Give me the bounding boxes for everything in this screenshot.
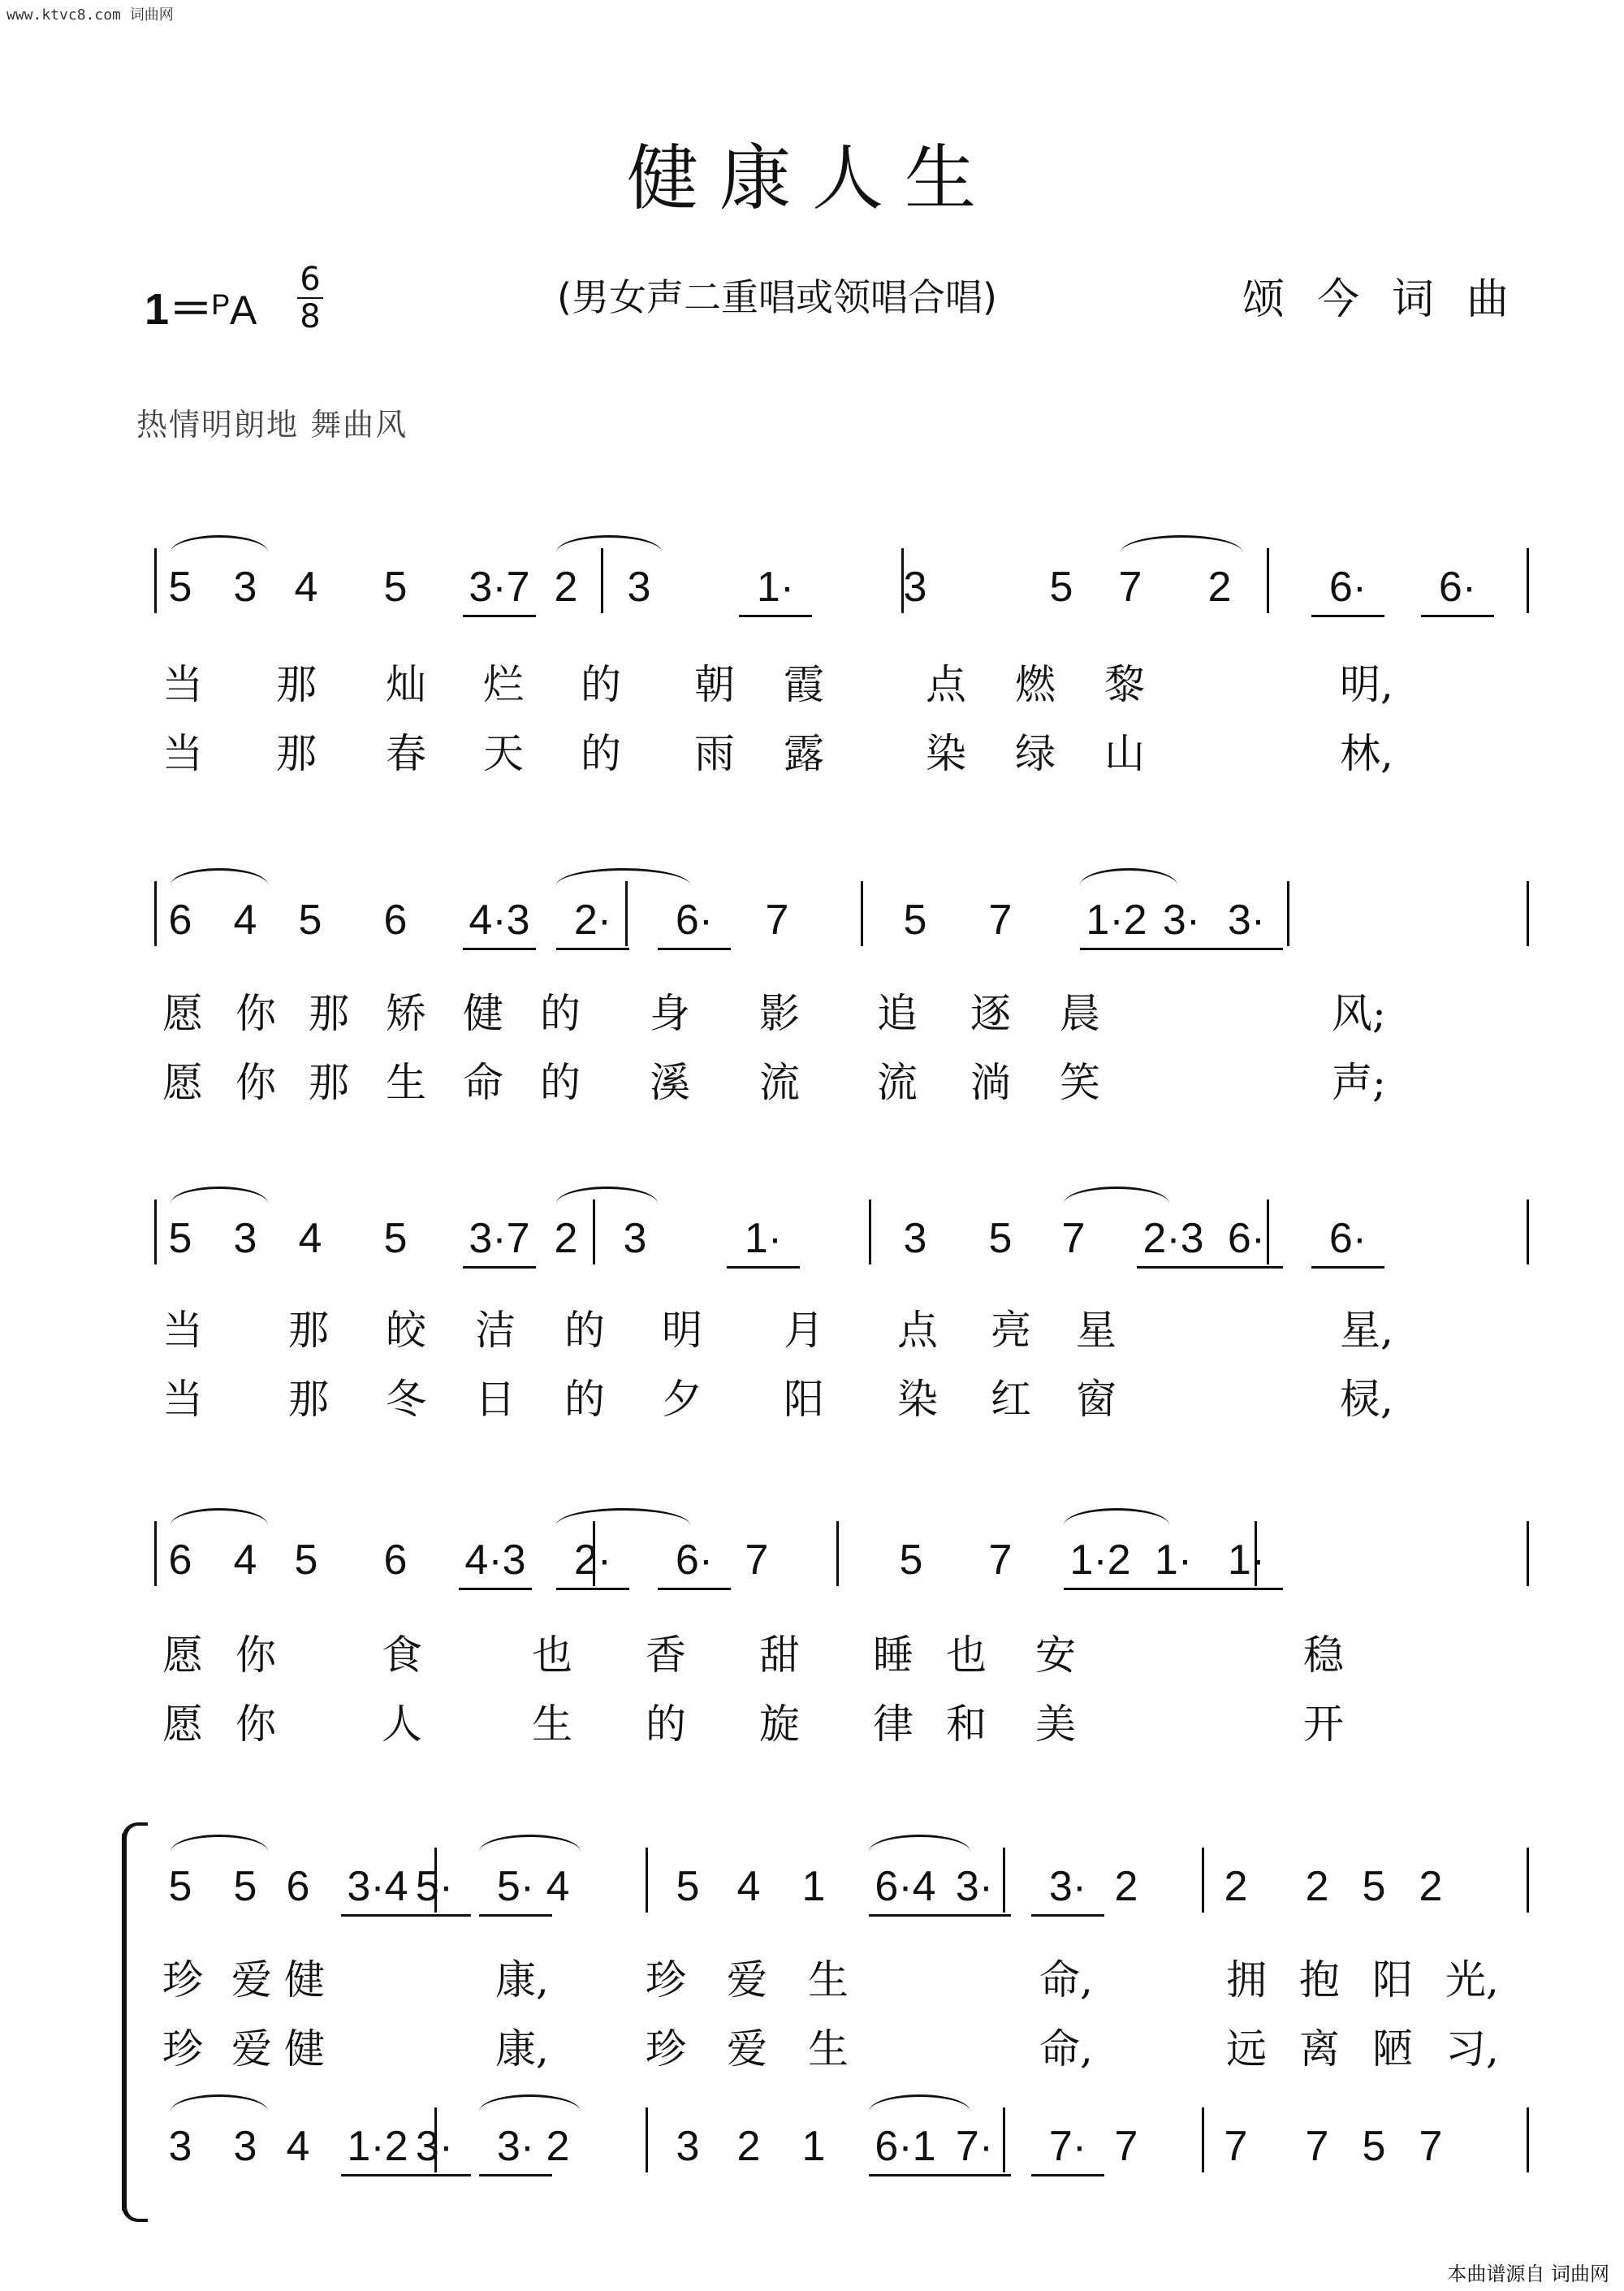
- note: 5·: [415, 1863, 454, 1910]
- lyric-char: 淌: [970, 1059, 1011, 1106]
- note: 1·: [1154, 1537, 1193, 1584]
- lyric-char: 星: [1076, 1307, 1116, 1354]
- note: 2·: [573, 897, 612, 944]
- lyric-char: 冬: [386, 1376, 426, 1423]
- note: 7: [1061, 1215, 1086, 1262]
- lyric-char: 黎: [1104, 661, 1145, 708]
- beam-underline: [463, 1266, 536, 1269]
- note: 3: [233, 1215, 257, 1262]
- note: 1·2: [1069, 1537, 1131, 1584]
- slur: [556, 868, 690, 885]
- note: 7·: [955, 2123, 994, 2170]
- lyric-char: 康,: [495, 2025, 549, 2073]
- time-signature: [294, 262, 326, 335]
- note: 2: [546, 2123, 570, 2170]
- bar-line-end: [1527, 1200, 1529, 1264]
- lyric-char: 珍: [162, 2025, 203, 2073]
- note: 4: [233, 1537, 257, 1584]
- lyric-char: 追: [877, 990, 918, 1037]
- beam-underline: [1064, 1588, 1137, 1590]
- lyric-char: 生: [808, 1956, 849, 2004]
- lyric-char: 那: [309, 990, 349, 1037]
- bar-line: [1202, 1848, 1204, 1913]
- beam-underline: [658, 948, 731, 950]
- lyric-char: 烂: [483, 661, 524, 708]
- note: 6·: [1328, 1215, 1367, 1262]
- lyric-char: 那: [309, 1059, 349, 1106]
- beam-underline: [463, 948, 536, 950]
- bar-line: [869, 1200, 871, 1264]
- slur: [869, 1835, 970, 1852]
- lyric-char: 生: [532, 1701, 572, 1748]
- lyric-char: 洁: [475, 1307, 516, 1354]
- note: 3: [676, 2123, 700, 2170]
- note: 5: [988, 1215, 1013, 1262]
- note: 5: [1362, 1863, 1386, 1910]
- note: 7: [1118, 564, 1142, 611]
- note: 4: [233, 897, 257, 944]
- note: 7·: [1048, 2123, 1087, 2170]
- slur: [479, 2094, 581, 2112]
- lyric-char: 亮: [991, 1307, 1031, 1354]
- beam-underline: [1080, 948, 1153, 950]
- note: 5: [168, 1863, 192, 1910]
- lyric-char: 命,: [1039, 2025, 1093, 2073]
- note: 6·1: [875, 2123, 936, 2170]
- note: 5: [676, 1863, 700, 1910]
- slur: [1064, 1508, 1169, 1525]
- note: 4·3: [469, 897, 530, 944]
- lyric-char: 愿: [162, 1059, 203, 1106]
- note: 2: [736, 2123, 761, 2170]
- bar-line: [154, 548, 157, 613]
- lyric-char: 也: [532, 1632, 572, 1679]
- lyric-char: 身: [650, 990, 690, 1037]
- note: 2: [1114, 1863, 1138, 1910]
- beam-underline: [479, 2174, 552, 2176]
- note: 3·: [1162, 897, 1201, 944]
- note: 4: [294, 564, 318, 611]
- lyric-char: 的: [581, 730, 621, 777]
- beam-underline: [739, 615, 812, 617]
- author-credit: 颂今词曲: [1242, 275, 1542, 324]
- lyric-char: 的: [646, 1701, 686, 1748]
- beam-underline: [1421, 615, 1494, 617]
- slur: [171, 535, 268, 552]
- note: 7: [1419, 2123, 1443, 2170]
- note: 3·: [496, 2123, 535, 2170]
- lyric-char: 燃: [1015, 661, 1056, 708]
- note: 3·: [1227, 897, 1266, 944]
- lyric-char: 当: [162, 1376, 203, 1423]
- note: 6: [383, 1537, 408, 1584]
- lyric-char: 阳: [1372, 1956, 1413, 2004]
- lyric-char: 影: [759, 990, 800, 1037]
- lyric-char: 你: [235, 1701, 276, 1748]
- lyric-char: 点: [926, 661, 966, 708]
- note: 6: [286, 1863, 310, 1910]
- beam-underline: [1210, 1266, 1283, 1269]
- lyric-char: 和: [946, 1701, 987, 1748]
- note: 3: [233, 2123, 257, 2170]
- lyric-char: 当: [162, 730, 203, 777]
- slur: [1064, 1187, 1169, 1204]
- lyric-char: 你: [235, 990, 276, 1037]
- note: 6: [168, 1537, 192, 1584]
- beam-underline: [938, 2174, 1011, 2176]
- note: 5: [383, 1215, 408, 1262]
- note: 5: [899, 1537, 923, 1584]
- lyric-char: 你: [235, 1632, 276, 1679]
- beam-underline: [1210, 1588, 1283, 1590]
- lyric-char: 那: [288, 1376, 329, 1423]
- note: 4: [298, 1215, 322, 1262]
- slur: [556, 1508, 690, 1525]
- lyric-char: 愿: [162, 990, 203, 1037]
- lyric-char: 睡: [873, 1632, 914, 1679]
- note: 5: [233, 1863, 257, 1910]
- slur: [171, 1187, 268, 1204]
- note: 7: [1305, 2123, 1329, 2170]
- lyric-char: 的: [564, 1376, 605, 1423]
- lyric-char: 雨: [694, 730, 735, 777]
- lyric-char: 命,: [1039, 1956, 1093, 2004]
- bar-line: [154, 1521, 157, 1586]
- lyric-char: 风;: [1332, 990, 1386, 1037]
- slur: [869, 2094, 970, 2112]
- slur: [171, 1508, 268, 1525]
- lyric-char: 的: [540, 990, 581, 1037]
- beam-underline: [1031, 2174, 1104, 2176]
- lyric-char: 月: [784, 1307, 824, 1354]
- note: 6·: [675, 897, 714, 944]
- beam-underline: [869, 2174, 942, 2176]
- lyric-char: 离: [1299, 2025, 1340, 2073]
- lyric-char: 那: [276, 661, 317, 708]
- lyric-char: 美: [1035, 1701, 1076, 1748]
- slur: [171, 1835, 268, 1852]
- bar-line: [1202, 2107, 1204, 2172]
- bar-line: [646, 2107, 648, 2172]
- lyric-char: 抱: [1299, 1956, 1340, 2004]
- note: 2: [1224, 1863, 1248, 1910]
- lyric-char: 山: [1104, 730, 1145, 777]
- note: 7: [745, 1537, 769, 1584]
- lyric-char: 甜: [759, 1632, 800, 1679]
- key-note: ᴾA: [213, 287, 257, 333]
- bar-line-end: [1527, 881, 1529, 946]
- note: 2: [1305, 1863, 1329, 1910]
- slur: [1080, 868, 1177, 885]
- note: 6: [168, 897, 192, 944]
- note: 6·: [675, 1537, 714, 1584]
- note: 4·3: [464, 1537, 526, 1584]
- bar-line: [836, 1521, 839, 1586]
- lyric-char: 当: [162, 661, 203, 708]
- lyric-char: 染: [926, 730, 966, 777]
- note: 3: [903, 1215, 927, 1262]
- lyric-char: 光,: [1445, 1956, 1499, 2004]
- beam-underline: [459, 1588, 532, 1590]
- note: 5: [168, 1215, 192, 1262]
- note: 7: [1224, 2123, 1248, 2170]
- lyric-char: 露: [784, 730, 824, 777]
- lyric-char: 拥: [1226, 1956, 1267, 2004]
- note: 1·: [756, 564, 795, 611]
- note: 6·: [1227, 1215, 1266, 1262]
- lyric-char: 香: [646, 1632, 686, 1679]
- beam-underline: [398, 2174, 471, 2176]
- lyric-char: 晨: [1060, 990, 1100, 1037]
- note: 3·7: [469, 564, 530, 611]
- note: 3: [623, 1215, 647, 1262]
- lyric-char: 爱: [727, 1956, 767, 2004]
- lyric-char: 健: [463, 990, 503, 1037]
- note: 3·: [955, 1863, 994, 1910]
- bar-line: [601, 548, 603, 613]
- lyric-char: 生: [808, 2025, 849, 2073]
- note: 7: [765, 897, 789, 944]
- lyric-char: 珍: [162, 1956, 203, 2004]
- lyric-char: 溪: [650, 1059, 690, 1106]
- lyric-char: 日: [475, 1376, 516, 1423]
- lyric-char: 染: [897, 1376, 938, 1423]
- beam-underline: [1145, 948, 1218, 950]
- meter-bottom: 8: [300, 298, 321, 335]
- note: 6·: [1438, 564, 1477, 611]
- note: 3·4: [347, 1863, 408, 1910]
- lyric-char: 人: [382, 1701, 422, 1748]
- note: 5: [383, 564, 408, 611]
- bar-line: [154, 1200, 157, 1264]
- key-signature: [145, 274, 257, 337]
- lyric-char: 习,: [1445, 2025, 1499, 2073]
- lyric-char: 的: [564, 1307, 605, 1354]
- note: 4: [546, 1863, 570, 1910]
- lyric-char: 声;: [1332, 1059, 1386, 1106]
- lyric-char: 窗: [1076, 1376, 1116, 1423]
- beam-underline: [1210, 948, 1283, 950]
- lyric-char: 明: [662, 1307, 702, 1354]
- note: 5: [168, 564, 192, 611]
- note: 1·2: [347, 2123, 408, 2170]
- note: 2: [554, 1215, 578, 1262]
- note: 7: [988, 1537, 1013, 1584]
- bar-line: [1527, 1848, 1529, 1913]
- lyric-char: 夕: [662, 1376, 702, 1423]
- beam-underline: [398, 1914, 471, 1917]
- bar-line: [1267, 548, 1269, 613]
- lyric-char: 康,: [495, 1956, 549, 2004]
- note: 3: [627, 564, 651, 611]
- note: 1: [801, 1863, 826, 1910]
- note: 1: [801, 2123, 826, 2170]
- bar-line: [154, 881, 157, 946]
- lyric-char: 陋: [1372, 2025, 1413, 2073]
- system-bracket: [122, 1834, 145, 2211]
- lyric-char: 律: [873, 1701, 914, 1748]
- lyric-char: 爱: [231, 1956, 272, 2004]
- beam-underline: [727, 1266, 800, 1269]
- slur: [171, 2094, 268, 2112]
- beam-underline: [1311, 615, 1384, 617]
- bar-line: [646, 1848, 648, 1913]
- note: 2: [554, 564, 578, 611]
- lyric-char: 笑: [1060, 1059, 1100, 1106]
- lyric-char: 流: [759, 1059, 800, 1106]
- watermark-bottom: 本曲谱源自 词曲网: [1447, 2263, 1609, 2285]
- beam-underline: [938, 1914, 1011, 1917]
- note: 7: [1114, 2123, 1138, 2170]
- note: 3·: [415, 2123, 454, 2170]
- bar-line-end: [1527, 1521, 1529, 1586]
- note: 2: [1207, 564, 1232, 611]
- lyric-char: 点: [897, 1307, 938, 1354]
- key-prefix: 1＝: [145, 285, 214, 334]
- bar-line: [861, 881, 863, 946]
- lyric-char: 林,: [1340, 730, 1393, 777]
- note: 5: [298, 897, 322, 944]
- lyric-char: 开: [1303, 1701, 1344, 1748]
- lyric-char: 阳: [784, 1376, 824, 1423]
- bar-line-end: [1527, 548, 1529, 613]
- note: 3: [168, 2123, 192, 2170]
- bar-line: [1527, 2107, 1529, 2172]
- lyric-char: 那: [288, 1307, 329, 1354]
- note: 6·: [1328, 564, 1367, 611]
- lyric-char: 那: [276, 730, 317, 777]
- note: 1·: [1227, 1537, 1266, 1584]
- note: 5: [1362, 2123, 1386, 2170]
- lyric-char: 命: [463, 1059, 503, 1106]
- beam-underline: [1311, 1266, 1384, 1269]
- lyric-char: 天: [483, 730, 524, 777]
- lyric-char: 爱: [231, 2025, 272, 2073]
- lyric-char: 生: [386, 1059, 426, 1106]
- note: 7: [988, 897, 1013, 944]
- slur: [479, 1835, 581, 1852]
- lyric-char: 稳: [1303, 1632, 1344, 1679]
- beam-underline: [479, 1914, 552, 1917]
- note: 1·: [744, 1215, 783, 1262]
- beam-underline: [869, 1914, 942, 1917]
- lyric-char: 旋: [759, 1701, 800, 1748]
- slur: [556, 535, 662, 552]
- lyric-char: 棂,: [1340, 1376, 1393, 1423]
- watermark-top: www.ktvc8.com 词曲网: [6, 6, 174, 24]
- lyric-char: 霞: [784, 661, 824, 708]
- lyric-char: 愿: [162, 1701, 203, 1748]
- lyric-char: 矫: [386, 990, 426, 1037]
- lyric-char: 灿: [386, 661, 426, 708]
- lyric-char: 流: [877, 1059, 918, 1106]
- lyric-char: 远: [1226, 2025, 1267, 2073]
- note: 2·: [573, 1537, 612, 1584]
- lyric-char: 春: [386, 730, 426, 777]
- note: 5: [1049, 564, 1073, 611]
- bar-line: [593, 1200, 595, 1264]
- note: 1·2: [1086, 897, 1147, 944]
- beam-underline: [556, 948, 629, 950]
- lyric-char: 皎: [386, 1307, 426, 1354]
- beam-underline: [556, 1588, 629, 1590]
- lyric-char: 的: [581, 661, 621, 708]
- note: 5: [903, 897, 927, 944]
- lyric-char: 珍: [646, 1956, 686, 2004]
- note: 3: [233, 564, 257, 611]
- lyric-char: 朝: [694, 661, 735, 708]
- lyric-char: 你: [235, 1059, 276, 1106]
- note: 2·3: [1142, 1215, 1204, 1262]
- beam-underline: [1137, 1266, 1210, 1269]
- beam-underline: [658, 1588, 731, 1590]
- lyric-char: 绿: [1015, 730, 1056, 777]
- slur: [1121, 535, 1242, 552]
- note: 5·: [496, 1863, 535, 1910]
- lyric-char: 愿: [162, 1632, 203, 1679]
- beam-underline: [463, 615, 536, 617]
- lyric-char: 明,: [1340, 661, 1393, 708]
- lyric-char: 红: [991, 1376, 1031, 1423]
- lyric-char: 健: [284, 1956, 325, 2004]
- lyric-char: 爱: [727, 2025, 767, 2073]
- lyric-char: 的: [540, 1059, 581, 1106]
- note: 6: [383, 897, 408, 944]
- note: 5: [294, 1537, 318, 1584]
- beam-underline: [1137, 1588, 1210, 1590]
- lyric-char: 安: [1035, 1632, 1076, 1679]
- note: 3: [903, 564, 927, 611]
- lyric-char: 珍: [646, 2025, 686, 2073]
- lyric-char: 逐: [970, 990, 1011, 1037]
- note: 6·4: [875, 1863, 936, 1910]
- subtitle: (男女声二重唱或领唱合唱): [557, 275, 997, 319]
- lyric-char: 星,: [1340, 1307, 1393, 1354]
- lyric-char: 也: [946, 1632, 987, 1679]
- note: 2: [1419, 1863, 1443, 1910]
- note: 4: [736, 1863, 761, 1910]
- slur: [171, 868, 268, 885]
- lyric-char: 健: [284, 2025, 325, 2073]
- note: 3·: [1048, 1863, 1087, 1910]
- meter-top: 6: [300, 261, 321, 298]
- tempo-marking: 热情明朗地 舞曲风: [136, 407, 408, 443]
- song-title: 健康人生: [626, 136, 997, 220]
- note: 3·7: [469, 1215, 530, 1262]
- note: 4: [286, 2123, 310, 2170]
- lyric-char: 食: [382, 1632, 422, 1679]
- slur: [556, 1187, 658, 1204]
- beam-underline: [1031, 1914, 1104, 1917]
- lyric-char: 当: [162, 1307, 203, 1354]
